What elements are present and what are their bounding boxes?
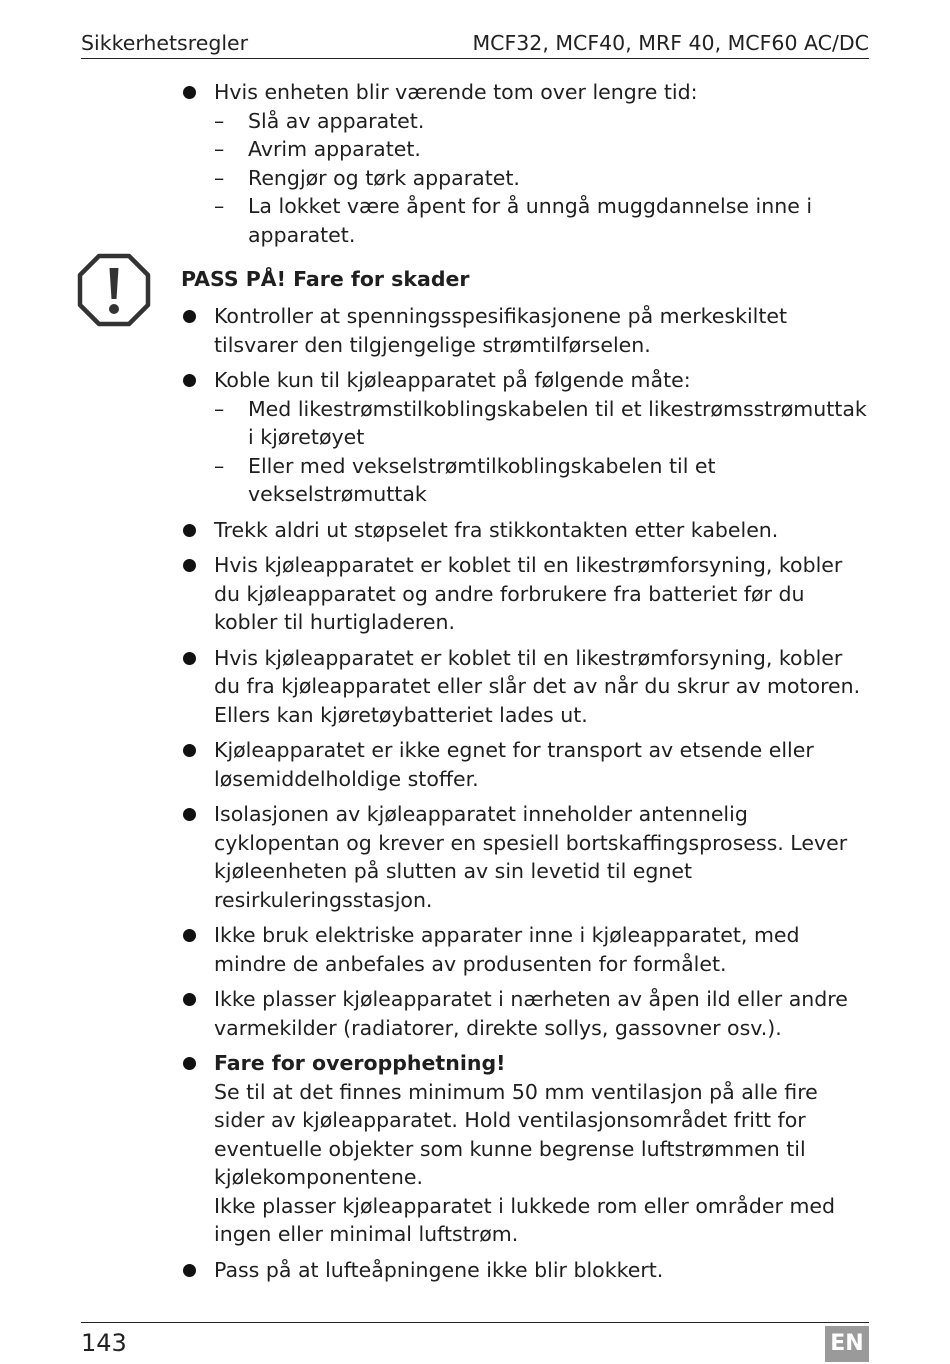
list-item-text: Kjøleapparatet er ikke egnet for transport av etsende eller løsemiddelholdige stoffer. bbox=[214, 738, 814, 791]
list-item bbox=[181, 302, 871, 359]
language-badge: EN bbox=[825, 1326, 869, 1362]
model-list: MCF32, MCF40, MRF 40, MCF60 AC/DC bbox=[472, 31, 869, 55]
list-item-text: Trekk aldri ut støpselet fra stikkontakten etter kabelen. bbox=[214, 517, 779, 542]
warning-title: PASS PÅ! Fare for skader bbox=[181, 267, 470, 291]
page-footer bbox=[81, 1322, 869, 1363]
list-item bbox=[181, 551, 871, 637]
sub-list-item: – Med likestrømstilkoblingskabelen til et likestrømsstrømuttak i kjøretøyet bbox=[214, 395, 871, 452]
overheating-title: Fare for overopphetning! bbox=[214, 1051, 506, 1075]
sub-list-item: – La lokket være åpent for å unngå muggdannelse inne i apparatet. bbox=[214, 192, 871, 249]
list-item bbox=[181, 78, 871, 249]
warning-list bbox=[181, 302, 871, 1284]
sub-list bbox=[214, 395, 871, 509]
list-item bbox=[181, 985, 871, 1042]
exclamation-octagon-icon bbox=[77, 253, 151, 327]
section-title: Sikkerhetsregler bbox=[81, 31, 249, 55]
list-item-text: Koble kun til kjøleapparatet på følgende måte: bbox=[214, 368, 691, 392]
list-item bbox=[181, 1049, 871, 1249]
page-header bbox=[81, 30, 869, 59]
overheating-paragraph: Se til at det finnes minimum 50 mm ventilasjon på alle fire sider av kjøleapparatet. Hold ventilasjonsområdet fritt for eventuelle objekter som kunne begrense luftstrømmen til kjølekomponentene. bbox=[214, 1079, 818, 1189]
list-item bbox=[181, 800, 871, 914]
list-item-text: Ikke plasser kjøleapparatet i nærheten av åpen ild eller andre varmekilder (radiatorer, direkte sollys, gassovner osv.). bbox=[214, 987, 848, 1040]
list-item-text: Isolasjonen av kjøleapparatet inneholder antennelig cyklopentan og krever en spesiell bortskaffingsprosess. Lever kjøleenheten på slutten av sin levetid til egnet resirkuleringsstasjon. bbox=[214, 802, 848, 912]
list-item-text: Hvis enheten blir værende tom over lengre tid: bbox=[214, 80, 698, 104]
page-content bbox=[181, 78, 871, 1291]
list-item-text: Ikke bruk elektriske apparater inne i kjøleapparatet, med mindre de anbefales av produsenten for formålet. bbox=[214, 923, 800, 976]
list-item bbox=[181, 736, 871, 793]
list-item bbox=[181, 1256, 871, 1285]
list-item bbox=[181, 366, 871, 509]
list-item-text: Hvis kjøleapparatet er koblet til en likestrømforsyning, kobler du fra kjøleapparatet eller slår det av når du skrur av motoren. Ellers kan kjøretøybatteriet lades ut. bbox=[214, 645, 861, 727]
list-item bbox=[181, 921, 871, 978]
sub-list-item: – Rengjør og tørk apparatet. bbox=[214, 164, 871, 193]
intro-list bbox=[181, 78, 871, 249]
sub-list-item: – Slå av apparatet. bbox=[214, 107, 871, 136]
list-item-text: Kontroller at spenningsspesifikasjonene på merkeskiltet tilsvarer den tilgjengelige strømtilførselen. bbox=[214, 304, 788, 357]
warning-block bbox=[181, 265, 871, 1284]
sub-list-item: – Avrim apparatet. bbox=[214, 135, 871, 164]
list-item bbox=[181, 644, 871, 730]
list-item-text: Hvis kjøleapparatet er koblet til en likestrømforsyning, kobler du kjøleapparatet og andre forbrukere fra batteriet før du kobler til hurtigladeren. bbox=[214, 553, 843, 634]
sub-list bbox=[214, 107, 871, 250]
overheating-paragraph: Ikke plasser kjøleapparatet i lukkede rom eller områder med ingen eller minimal luftstrøm. bbox=[214, 1193, 836, 1246]
list-item-text: Pass på at lufteåpningene ikke blir blokkert. bbox=[214, 1257, 664, 1282]
list-item bbox=[181, 516, 871, 545]
page-number: 143 bbox=[81, 1329, 127, 1357]
sub-list-item: – Eller med vekselstrømtilkoblingskabelen til et vekselstrømuttak bbox=[214, 452, 871, 509]
